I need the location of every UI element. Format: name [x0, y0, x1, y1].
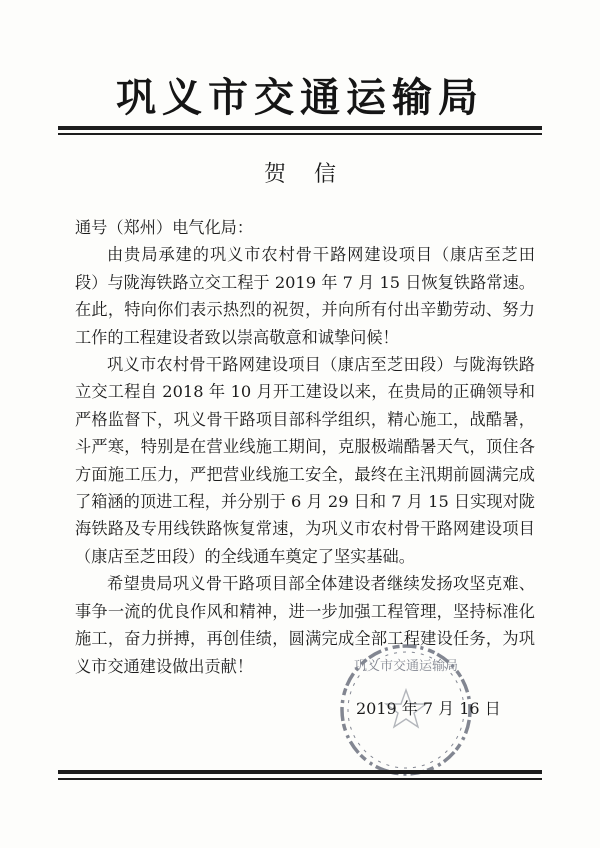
paragraph-2: 巩义市农村骨干路网建设项目（康店至芝田段）与陇海铁路立交工程自 2018 年 10 月开工建设以来，在贵局的正确领导和严格监督下，巩义骨干路项目部科学组织，精心施工，战酷暑，斗严寒，特别是在营业线施工期间，克服极端酷暑天气，顶住各方面施工压力，严把营业线施工安全，最终在主汛期前圆满完成了箱涵的顶进工程，并分别于 6 月 29 日和 7 月 15 日实现对陇海铁路及专用线铁路恢复常速，为巩义市农村骨干路网建设项目（康店至芝田段）的全线通车奠定了坚实基础。 [75, 355, 535, 566]
paragraph-3: 希望贵局巩义骨干路项目部全体建设者继续发扬攻坚克难、事争一流的优良作风和精神，进一步加强工程管理，坚持标准化施工，奋力拼搏，再创佳绩，圆满完成全部工程建设任务，为巩义市交通建设做出贡献！ [75, 574, 535, 676]
document-heading: 贺信 [263, 162, 364, 187]
letter-body [75, 214, 535, 680]
footer-rule-thin [58, 778, 542, 780]
letterhead-rule-thin [58, 133, 542, 135]
seal-text: 巩义市交通运输局 [353, 659, 459, 674]
letterhead-rule-thick [58, 126, 542, 130]
letterhead-title: 巩义市交通运输局 [116, 75, 484, 121]
footer-rule-thick [58, 770, 542, 774]
paragraph-1: 由贵局承建的巩义市农村骨干路网建设项目（康店至芝田段）与陇海铁路立交工程于 2019 年 7 月 15 日恢复铁路常速。在此，特向你们表示热烈的祝贺，并向所有付出辛勤劳动、努力工作的工程建设者致以崇高敬意和诚挚问候！ [75, 245, 535, 347]
recipient-line: 通号（郑州）电气化局： [75, 218, 254, 237]
letter-date: 2019 年 7 月 16 日 [356, 699, 501, 718]
